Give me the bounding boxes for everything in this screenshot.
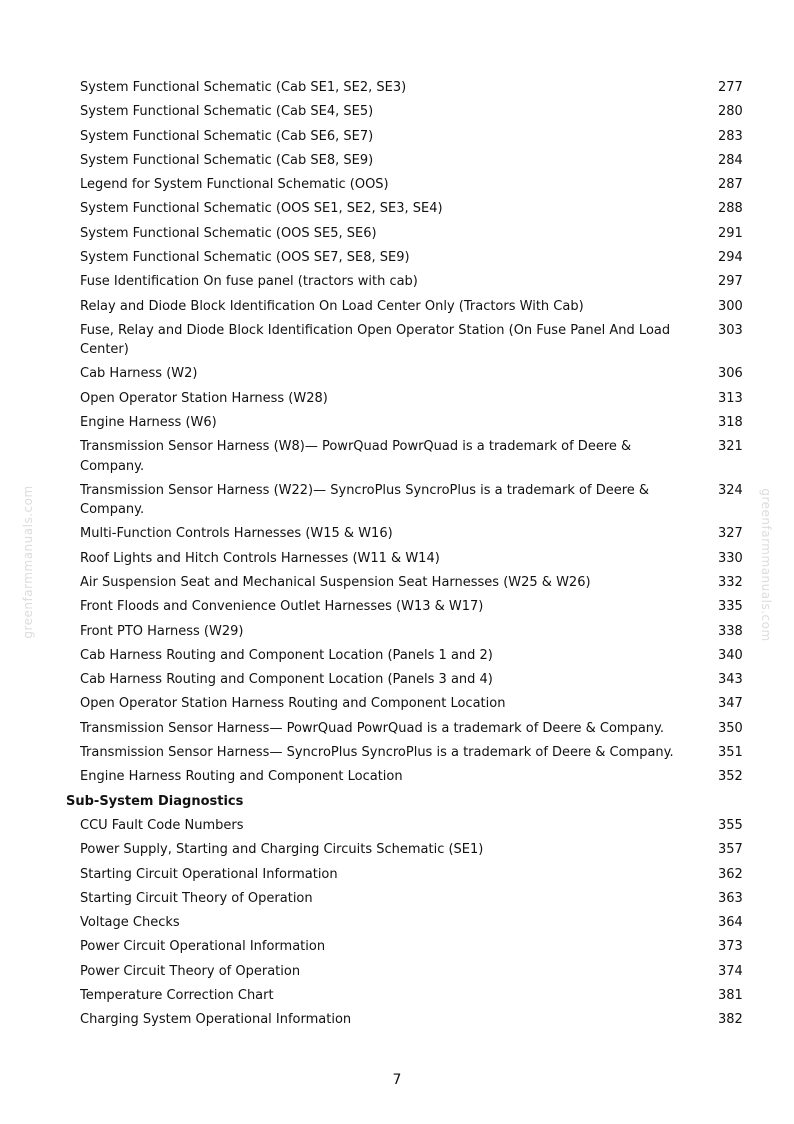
toc-entry-title[interactable]: Charging System Operational Information <box>80 1012 352 1028</box>
toc-entry-title[interactable]: Roof Lights and Hitch Controls Harnesses (W11 & W14) <box>80 550 440 566</box>
toc-entry[interactable] <box>0 174 794 198</box>
table-of-contents <box>0 77 794 1034</box>
toc-entry-title[interactable]: Transmission Sensor Harness— SyncroPlus SyncroPlus is a trademark of Deere & Company. <box>80 745 674 761</box>
toc-entry-page-number[interactable]: 335 <box>718 599 743 615</box>
toc-entry[interactable] <box>0 126 794 150</box>
toc-entry-page-number[interactable]: 303 <box>718 322 743 338</box>
toc-entry-page-number[interactable]: 347 <box>718 696 743 712</box>
toc-entry-title[interactable]: Engine Harness Routing and Component Location <box>80 769 403 785</box>
toc-entry[interactable] <box>0 742 794 766</box>
toc-entry[interactable] <box>0 198 794 222</box>
toc-entry-title[interactable]: Transmission Sensor Harness (W8)— PowrQuad PowrQuad is a trademark of Deere & Company. <box>80 439 632 474</box>
toc-entry[interactable] <box>0 985 794 1009</box>
toc-entry-title[interactable]: System Functional Schematic (OOS SE5, SE6) <box>80 225 377 241</box>
toc-entry-page-number[interactable]: 321 <box>718 439 743 455</box>
toc-entry[interactable] <box>0 363 794 387</box>
toc-entry-page-number[interactable]: 300 <box>718 298 743 314</box>
toc-entry-page-number[interactable]: 363 <box>718 890 743 906</box>
toc-entry[interactable] <box>0 912 794 936</box>
toc-entry[interactable] <box>0 412 794 436</box>
toc-entry[interactable] <box>0 320 794 364</box>
toc-entry-page-number[interactable]: 280 <box>718 104 743 120</box>
toc-entry-title[interactable]: Legend for System Functional Schematic (OOS) <box>80 177 389 193</box>
toc-entry[interactable] <box>0 150 794 174</box>
toc-entry[interactable] <box>0 645 794 669</box>
toc-entry[interactable] <box>0 77 794 101</box>
toc-entry-title[interactable]: Open Operator Station Harness Routing and Component Location <box>80 696 506 712</box>
toc-entry[interactable] <box>0 621 794 645</box>
toc-entry-page-number[interactable]: 288 <box>718 201 743 217</box>
toc-entry-title[interactable]: Multi-Function Controls Harnesses (W15 & W16) <box>80 526 393 542</box>
toc-entry-page-number[interactable]: 340 <box>718 647 743 663</box>
toc-entry[interactable] <box>0 548 794 572</box>
toc-entry-page-number[interactable]: 350 <box>718 720 743 736</box>
toc-entry-page-number[interactable]: 355 <box>718 817 743 833</box>
toc-entry-page-number[interactable]: 381 <box>718 988 743 1003</box>
toc-entry[interactable] <box>0 296 794 320</box>
toc-entry-title[interactable]: Fuse, Relay and Diode Block Identification Open Operator Station (On Fuse Panel And Load Center) <box>80 322 671 358</box>
page-number: 7 <box>392 1072 402 1088</box>
watermark: greenfarmmanuals.com <box>759 488 773 642</box>
toc-entry-page-number[interactable]: 277 <box>718 80 743 95</box>
toc-entry-page-number[interactable]: 330 <box>718 550 743 566</box>
toc-entry[interactable] <box>0 693 794 717</box>
toc-entry-page-number[interactable]: 284 <box>718 152 743 168</box>
toc-entry-title[interactable]: Starting Circuit Theory of Operation <box>80 890 313 906</box>
toc-entry-page-number[interactable]: 291 <box>718 225 743 241</box>
toc-entry-title[interactable]: Air Suspension Seat and Mechanical Suspension Seat Harnesses (W25 & W26) <box>80 574 591 590</box>
toc-entry[interactable] <box>0 839 794 863</box>
toc-entry[interactable] <box>0 101 794 125</box>
toc-entry-title[interactable]: Fuse Identification On fuse panel (tractors with cab) <box>80 274 418 290</box>
section-heading[interactable]: Sub-System Diagnostics <box>66 793 244 809</box>
toc-entry-page-number[interactable]: 332 <box>718 574 743 590</box>
toc-entry-title[interactable]: System Functional Schematic (Cab SE6, SE7) <box>80 128 374 144</box>
toc-entry[interactable] <box>0 669 794 693</box>
toc-entry-page-number[interactable]: 357 <box>718 842 743 858</box>
toc-entry-title[interactable]: System Functional Schematic (Cab SE1, SE2, SE3) <box>80 80 407 95</box>
toc-entry-page-number[interactable]: 382 <box>718 1012 743 1028</box>
toc-entry-title[interactable]: Front PTO Harness (W29) <box>80 623 244 639</box>
toc-entry-title[interactable]: Transmission Sensor Harness— PowrQuad PowrQuad is a trademark of Deere & Company. <box>80 720 664 736</box>
toc-entry-page-number[interactable]: 318 <box>718 415 743 431</box>
toc-entry-title[interactable]: System Functional Schematic (Cab SE8, SE9) <box>80 152 374 168</box>
toc-entry-title[interactable]: Cab Harness Routing and Component Location (Panels 3 and 4) <box>80 672 493 688</box>
toc-entry[interactable] <box>0 223 794 247</box>
toc-entry-title[interactable]: Temperature Correction Chart <box>80 988 274 1003</box>
toc-entry-title[interactable]: Starting Circuit Operational Information <box>80 866 338 882</box>
toc-entry[interactable] <box>0 1009 794 1033</box>
toc-entry-title[interactable]: System Functional Schematic (OOS SE7, SE8, SE9) <box>80 250 410 266</box>
toc-entry-page-number[interactable]: 297 <box>718 274 743 290</box>
toc-entry-title[interactable]: Power Circuit Theory of Operation <box>80 963 301 979</box>
toc-entry[interactable] <box>0 888 794 912</box>
toc-entry-page-number[interactable]: 364 <box>718 915 743 931</box>
toc-entry-page-number[interactable]: 373 <box>718 939 743 955</box>
toc-entry-title[interactable]: System Functional Schematic (OOS SE1, SE2, SE3, SE4) <box>80 201 443 217</box>
toc-entry-title[interactable]: System Functional Schematic (Cab SE4, SE5) <box>80 104 374 120</box>
toc-entry-page-number[interactable]: 283 <box>718 128 743 144</box>
toc-entry-page-number[interactable]: 362 <box>718 866 743 882</box>
toc-entry-page-number[interactable]: 313 <box>718 390 743 406</box>
toc-entry-title[interactable]: Engine Harness (W6) <box>80 415 217 431</box>
toc-entry[interactable] <box>0 864 794 888</box>
toc-entry-title[interactable]: CCU Fault Code Numbers <box>80 817 244 833</box>
toc-entry-page-number[interactable]: 338 <box>718 623 743 639</box>
toc-entry[interactable] <box>0 766 794 790</box>
toc-entry-title[interactable]: Front Floods and Convenience Outlet Harnesses (W13 & W17) <box>80 599 484 615</box>
toc-entry[interactable] <box>0 436 794 480</box>
toc-entry[interactable] <box>0 572 794 596</box>
toc-entry[interactable] <box>0 718 794 742</box>
toc-entry[interactable] <box>0 480 794 524</box>
toc-entry-page-number[interactable]: 351 <box>718 745 743 761</box>
toc-entry[interactable] <box>0 815 794 839</box>
toc-entry-page-number[interactable]: 324 <box>718 482 743 498</box>
toc-entry-title[interactable]: Transmission Sensor Harness (W22)— SyncroPlus SyncroPlus is a trademark of Deere & Company. <box>80 482 650 518</box>
toc-entry-page-number[interactable]: 287 <box>718 177 743 193</box>
toc-entry-page-number[interactable]: 306 <box>718 366 743 382</box>
toc-entry-title[interactable]: Voltage Checks <box>80 915 180 931</box>
toc-entry[interactable] <box>0 596 794 620</box>
toc-entries-group <box>0 77 794 791</box>
watermark: greenfarmmanuals.com <box>21 485 35 639</box>
toc-entry[interactable] <box>0 247 794 271</box>
toc-entry-page-number[interactable]: 343 <box>718 672 743 688</box>
toc-entries-group <box>0 815 794 1034</box>
toc-entry-page-number[interactable]: 327 <box>718 526 743 542</box>
toc-entry-title[interactable]: Open Operator Station Harness (W28) <box>80 390 328 406</box>
toc-entry[interactable] <box>0 961 794 985</box>
toc-entry[interactable] <box>0 271 794 295</box>
toc-entry-page-number[interactable]: 294 <box>718 250 743 266</box>
toc-entry-page-number[interactable]: 352 <box>718 769 743 785</box>
toc-entry-page-number[interactable]: 374 <box>718 963 743 979</box>
toc-entry-title[interactable]: Cab Harness Routing and Component Location (Panels 1 and 2) <box>80 647 493 663</box>
toc-entry[interactable] <box>0 936 794 960</box>
toc-entry-title[interactable]: Cab Harness (W2) <box>80 366 198 382</box>
toc-entry[interactable] <box>0 523 794 547</box>
toc-entry-title[interactable]: Relay and Diode Block Identification On Load Center Only (Tractors With Cab) <box>80 298 584 314</box>
toc-entry-title[interactable]: Power Supply, Starting and Charging Circuits Schematic (SE1) <box>80 842 484 858</box>
toc-entry-title[interactable]: Power Circuit Operational Information <box>80 939 326 955</box>
toc-entry[interactable] <box>0 388 794 412</box>
